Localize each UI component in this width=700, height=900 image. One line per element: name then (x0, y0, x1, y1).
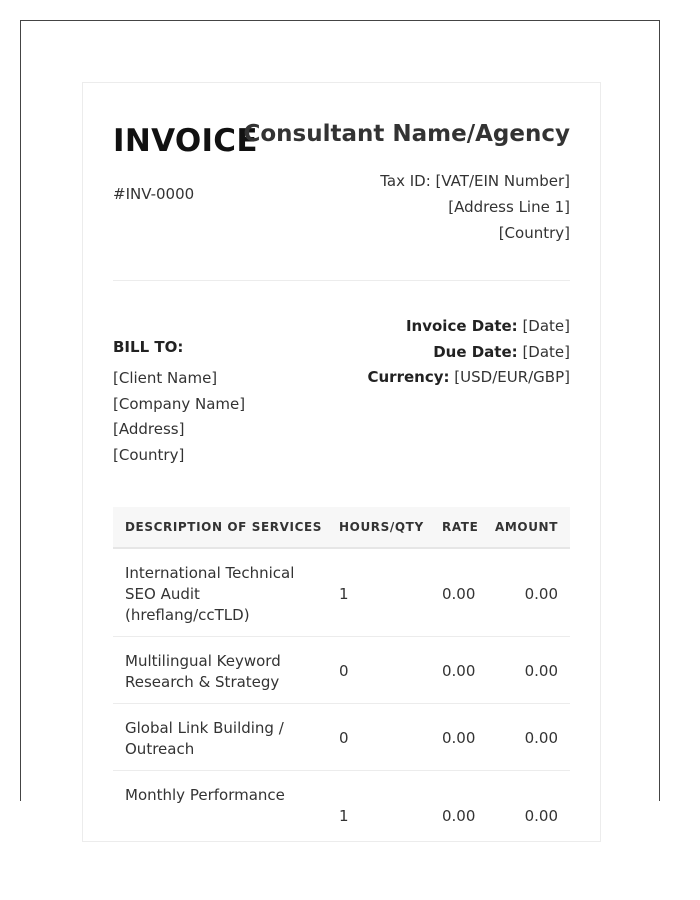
client-address: [Address] (113, 420, 185, 438)
column-header-description: DESCRIPTION OF SERVICES (125, 520, 323, 534)
table-row (113, 704, 570, 771)
service-description: Global Link Building / Outreach (125, 719, 284, 758)
client-company: [Company Name] (113, 395, 246, 413)
table-row (113, 771, 570, 861)
bill-to-heading: BILL TO: (113, 338, 184, 356)
service-rate: 0.00 (442, 729, 476, 747)
column-header-amount: AMOUNT (494, 520, 558, 534)
service-description: Monthly Performance (125, 786, 285, 804)
service-description: Multilingual Keyword Research & Strategy (125, 652, 281, 691)
consultant-country: [Country] (498, 224, 570, 242)
service-amount: 0.00 (524, 662, 558, 680)
consultant-tax-id: Tax ID: [VAT/EIN Number] (380, 172, 570, 190)
service-rate: 0.00 (442, 807, 476, 825)
column-header-quantity: HOURS/QTY (339, 520, 424, 534)
service-quantity: 0 (339, 662, 349, 680)
service-amount: 0.00 (524, 807, 558, 825)
invoice-date (406, 317, 570, 335)
due-date (433, 343, 570, 361)
invoice-number: #INV-0000 (113, 185, 195, 203)
table-row (113, 637, 570, 704)
invoice-date-value: [Date] (522, 317, 570, 335)
service-rate: 0.00 (442, 662, 476, 680)
client-name: [Client Name] (113, 369, 218, 387)
client-country: [Country] (113, 446, 185, 464)
due-date-label: Due Date: (433, 343, 518, 361)
currency (368, 368, 571, 386)
consultant-address: [Address Line 1] (448, 198, 570, 216)
currency-label: Currency: (367, 368, 450, 386)
invoice-page (82, 82, 601, 842)
invoice-date-label: Invoice Date: (405, 317, 518, 335)
currency-value: [USD/EUR/GBP] (454, 368, 570, 386)
service-amount: 0.00 (524, 729, 558, 747)
service-description: International Technical SEO Audit (hreflang/ccTLD) (125, 564, 295, 624)
service-quantity: 1 (339, 585, 349, 603)
service-quantity: 0 (339, 729, 349, 747)
due-date-value: [Date] (522, 343, 570, 361)
services-table-header (113, 507, 570, 549)
header-divider (113, 280, 570, 281)
consultant-name: Consultant Name/Agency (243, 121, 570, 147)
service-rate: 0.00 (442, 585, 476, 603)
table-row (113, 549, 570, 637)
document-viewport[interactable] (20, 20, 660, 825)
service-quantity: 1 (339, 807, 349, 825)
column-header-rate: RATE (442, 520, 479, 534)
invoice-title: INVOICE (113, 123, 258, 159)
service-amount: 0.00 (524, 585, 558, 603)
